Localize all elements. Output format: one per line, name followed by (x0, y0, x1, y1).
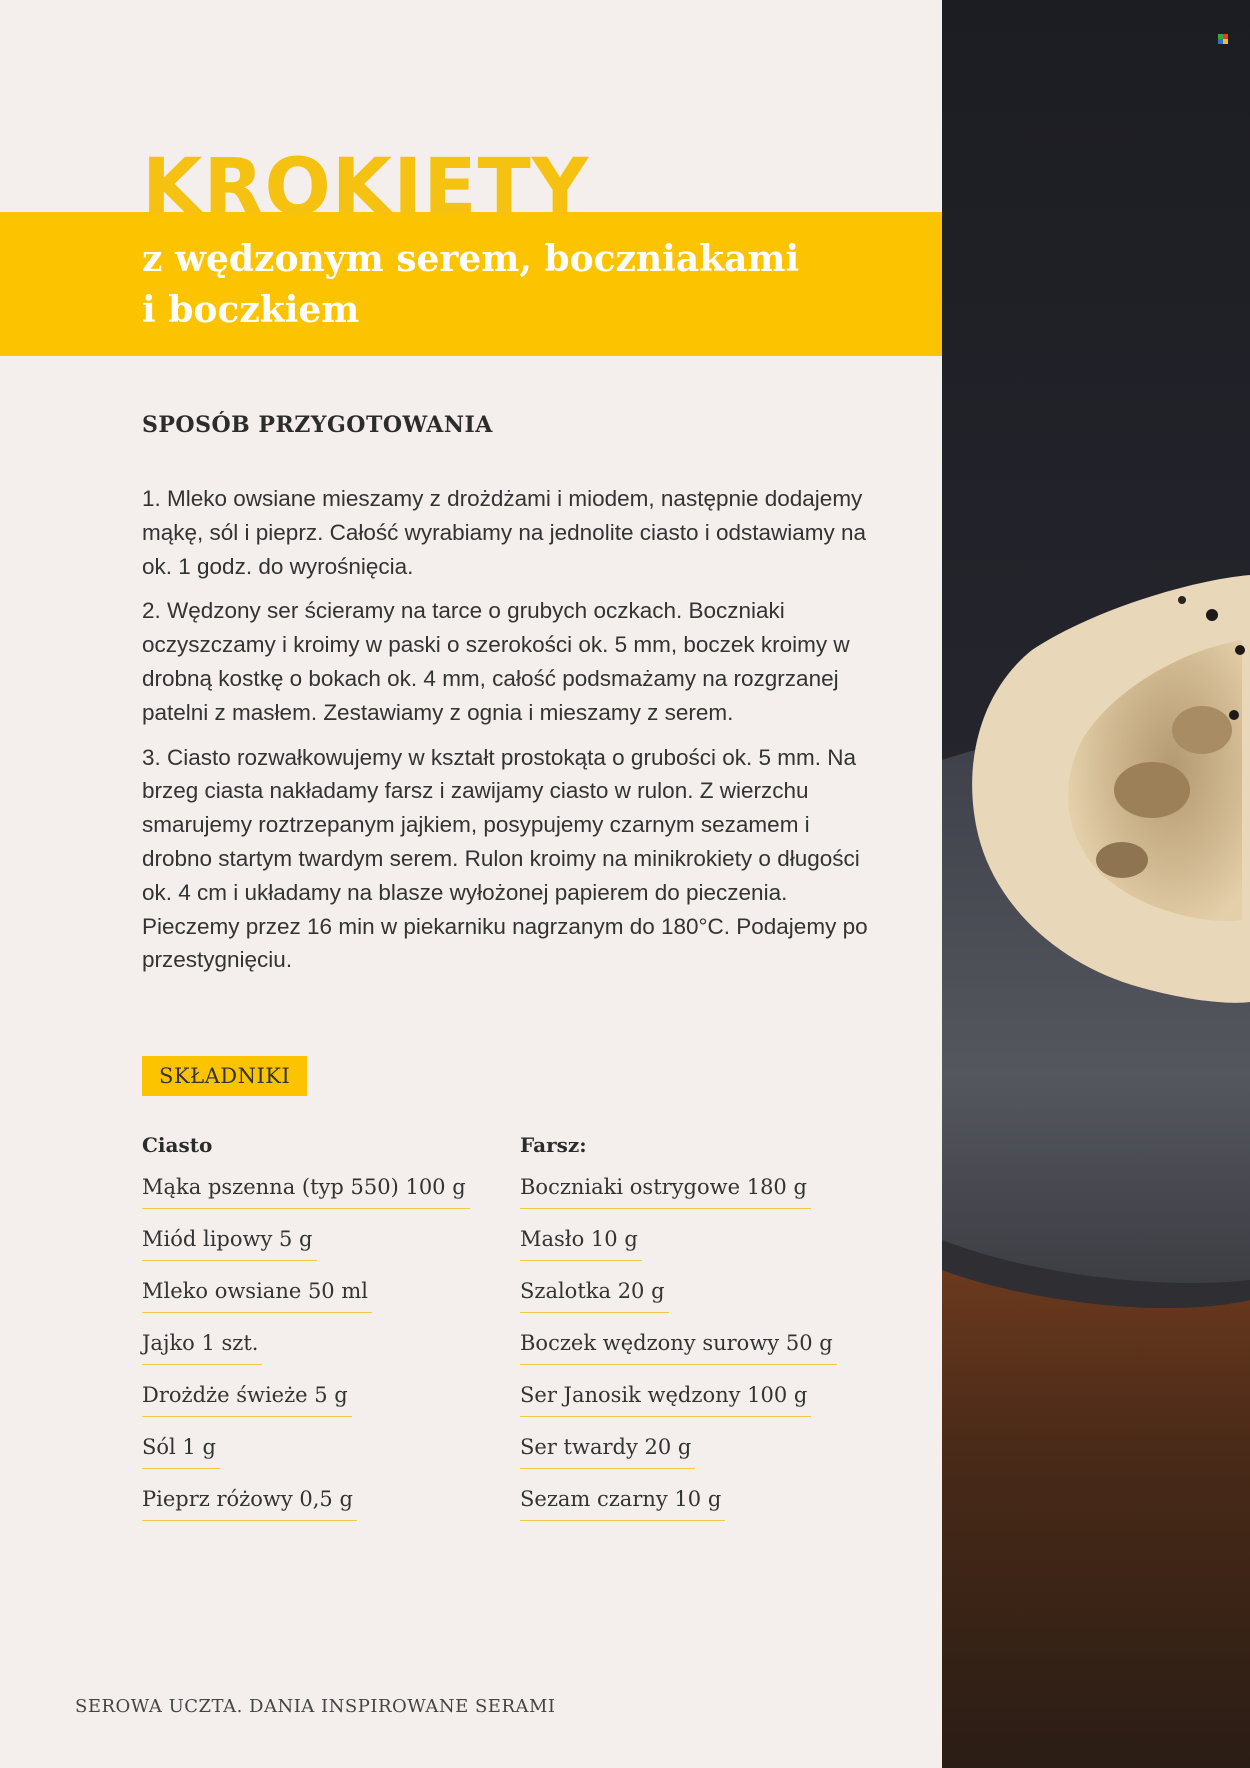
ingredients-badge: SKŁADNIKI (142, 1056, 307, 1096)
ingredient-item: Miód lipowy 5 g (142, 1220, 317, 1261)
filling-chunk (1172, 706, 1232, 754)
wood-board (942, 1270, 1250, 1768)
corner-mark (1218, 34, 1223, 39)
ingredient-item: Masło 10 g (520, 1220, 642, 1261)
sesame-seed (1229, 710, 1239, 720)
sesame-seed (1178, 596, 1186, 604)
ingredient-item: Ser twardy 20 g (520, 1428, 695, 1469)
recipe-subtitle (142, 234, 799, 336)
method-steps (142, 482, 882, 988)
ingredient-item: Sezam czarny 10 g (520, 1480, 725, 1521)
sesame-seed (1206, 609, 1218, 621)
croquette-illustration (942, 0, 1250, 1768)
ingredient-item: Mleko owsiane 50 ml (142, 1272, 372, 1313)
ingredient-item: Mąka pszenna (typ 550) 100 g (142, 1168, 470, 1209)
filling-chunk (1114, 762, 1190, 818)
ingredient-item: Jajko 1 szt. (142, 1324, 262, 1365)
ingredient-item: Pieprz różowy 0,5 g (142, 1480, 357, 1521)
ingredient-item: Boczniaki ostrygowe 180 g (520, 1168, 811, 1209)
filling-heading: Farsz: (520, 1133, 587, 1157)
ingredient-item: Ser Janosik wędzony 100 g (520, 1376, 811, 1417)
method-heading: SPOSÓB PRZYGOTOWANIA (142, 412, 493, 438)
method-step: 2. Wędzony ser ścieramy na tarce o grubych oczkach. Boczniaki oczyszczamy i kroimy w paski o szerokości ok. 5 mm, boczek kroimy w drobną kostkę o bokach ok. 4 mm, całość podsmażamy na rozgrzanej patelni z masłem. Zestawiamy z ognia i mieszamy z serem. (142, 598, 850, 725)
subtitle-line: z wędzonym serem, boczniakami (142, 238, 800, 280)
footer-title: SEROWA UCZTA. DANIA INSPIROWANE SERAMI (75, 1696, 556, 1717)
dough-ingredients (142, 1128, 470, 1532)
corner-mark (1223, 39, 1228, 44)
sesame-seed (1235, 645, 1245, 655)
recipe-title: KROKIETY (142, 143, 590, 233)
method-step: 3. Ciasto rozwałkowujemy w kształt prostokąta o grubości ok. 5 mm. Na brzeg ciasta nakładamy farsz i zawijamy ciasto w rulon. Z wierzchu smarujemy roztrzepanym jajkiem, posypujemy czarnym sezamem i drobno startym twardym serem. Rulon kroimy na minikrokiety o długości ok. 4 cm i układamy na blasze wyłożonej papierem do pieczenia. Pieczemy przez 16 min w piekarniku nagrzanym do 180°C. Podajemy po przestygnięciu. (142, 744, 868, 973)
ingredient-item: Boczek wędzony surowy 50 g (520, 1324, 837, 1365)
filling-ingredients (520, 1128, 837, 1532)
method-step: 1. Mleko owsiane mieszamy z drożdżami i miodem, następnie dodajemy mąkę, sól i pieprz. Całość wyrabiamy na jednolite ciasto i odstawiamy na ok. 1 godz. do wyrośnięcia. (142, 486, 867, 579)
corner-mark (1223, 34, 1228, 39)
filling-chunk (1096, 842, 1148, 878)
corner-mark (1218, 39, 1223, 44)
croquette-photo (942, 0, 1250, 1768)
ingredient-item: Sól 1 g (142, 1428, 220, 1469)
ingredient-item: Drożdże świeże 5 g (142, 1376, 352, 1417)
dough-heading: Ciasto (142, 1133, 213, 1157)
subtitle-line: i boczkiem (142, 289, 360, 331)
ingredient-item: Szalotka 20 g (520, 1272, 669, 1313)
